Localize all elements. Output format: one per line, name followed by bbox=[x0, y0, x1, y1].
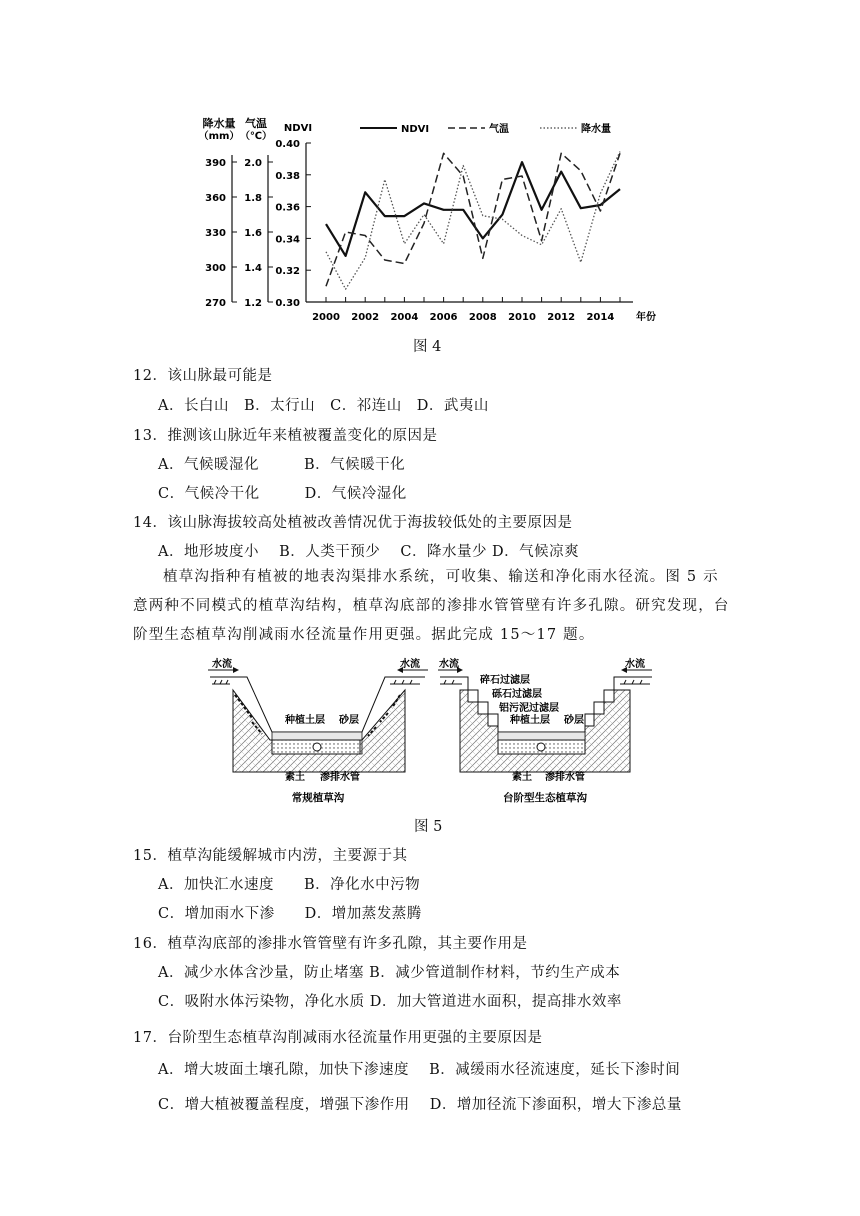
temp-tick-label: 1.6 bbox=[244, 228, 262, 239]
q13-options-2: C．气候冷干化 D．气候冷湿化 bbox=[158, 486, 407, 502]
x-tick-label: 2004 bbox=[390, 312, 419, 323]
ndvi-tick-label: 0.38 bbox=[275, 170, 300, 182]
q15-options-2: C．增加雨水下渗 D．增加蒸发蒸腾 bbox=[158, 906, 422, 922]
q12-stem: 12．该山脉最可能是 bbox=[133, 368, 273, 384]
q14-stem: 14．该山脉海拔较高处植被改善情况优于海拔较低处的主要原因是 bbox=[133, 515, 573, 531]
x-tick-label: 2000 bbox=[312, 312, 340, 323]
q13-stem: 13．推测该山脉近年来植被覆盖变化的原因是 bbox=[133, 428, 438, 444]
pebble-layer-label: 砾石过滤层 bbox=[492, 689, 542, 700]
temp-tick-label: 1.2 bbox=[244, 298, 262, 309]
water-flow-right-label: 水流 bbox=[625, 659, 645, 670]
drain-pipe bbox=[313, 743, 321, 751]
sand-layer-label: 砂层 bbox=[339, 715, 359, 726]
ndvi-tick-label: 0.32 bbox=[275, 266, 300, 278]
fig4-caption: 图 4 bbox=[413, 339, 442, 355]
precip-tick-label: 360 bbox=[205, 193, 226, 204]
stepped-swale bbox=[438, 657, 652, 804]
series-line-temperature bbox=[326, 153, 620, 286]
q16-options-2: C．吸附水体污染物，净化水质 D．加大管道进水面积，提高排水效率 bbox=[158, 994, 622, 1010]
water-flow-right-label: 水流 bbox=[400, 659, 420, 670]
legend-temp-label: 气温 bbox=[489, 124, 509, 135]
grass-icon bbox=[440, 680, 462, 684]
pipe-label: 渗排水管 bbox=[545, 772, 585, 783]
gravel-layer-label: 碎石过滤层 bbox=[480, 675, 530, 686]
planting-layer bbox=[272, 732, 362, 740]
series-line-precipitation bbox=[326, 152, 620, 290]
fig5-caption: 图 5 bbox=[414, 819, 443, 835]
x-tick-label: 2008 bbox=[468, 312, 497, 323]
conventional-swale bbox=[208, 657, 428, 804]
temp-tick-label: 2.0 bbox=[244, 158, 262, 169]
x-tick-label: 2002 bbox=[351, 312, 380, 323]
aluminum-sludge-layer-label: 铝污泥过滤层 bbox=[499, 703, 559, 714]
x-tick-label: 2010 bbox=[508, 312, 536, 323]
grass-icon bbox=[212, 680, 230, 684]
x-tick-label: 2012 bbox=[547, 312, 576, 323]
ndvi-tick-label: 0.34 bbox=[275, 234, 300, 246]
series-group bbox=[326, 152, 620, 290]
ndvi-tick-label: 0.40 bbox=[275, 139, 300, 150]
q17-stem: 17．台阶型生态植草沟削减雨水径流量作用更强的主要原因是 bbox=[133, 1030, 543, 1046]
temp-axis-title-1: 气温 bbox=[245, 117, 267, 130]
stepped-swale-title: 台阶型生态植草沟 bbox=[503, 792, 587, 804]
chart-legend bbox=[360, 122, 611, 135]
ndvi-tick-label: 0.30 bbox=[275, 298, 300, 309]
q17-options-2: C．增大植被覆盖程度，增强下渗作用 D．增加径流下渗面积，增大下渗总量 bbox=[158, 1097, 682, 1113]
soil-label: 素土 bbox=[285, 772, 305, 783]
sand-layer-label: 砂层 bbox=[564, 715, 584, 726]
planting-layer bbox=[498, 732, 585, 740]
q12-options: A．长白山 B．太行山 C．祁连山 D．武夷山 bbox=[158, 398, 489, 414]
x-tick-label: 2014 bbox=[586, 312, 615, 323]
fig5-diagram bbox=[0, 650, 860, 810]
temp-tick-label: 1.8 bbox=[244, 193, 262, 204]
grass-icon bbox=[620, 680, 650, 684]
x-axis-unit: 年份 bbox=[636, 312, 656, 323]
precip-tick-label: 330 bbox=[205, 228, 226, 239]
drain-pipe bbox=[537, 743, 545, 751]
precip-tick-label: 300 bbox=[205, 263, 226, 274]
q16-stem: 16．植草沟底部的渗排水管管壁有许多孔隙，其主要作用是 bbox=[133, 936, 528, 952]
grass-icon bbox=[390, 680, 420, 684]
precip-tick-label: 270 bbox=[205, 298, 226, 309]
water-flow-left-label: 水流 bbox=[212, 659, 232, 670]
water-flow-left-label: 水流 bbox=[439, 659, 459, 670]
precip-tick-label: 390 bbox=[205, 158, 226, 169]
precip-axis-title-1: 降水量 bbox=[202, 117, 236, 130]
q15-stem: 15．植草沟能缓解城市内涝，主要源于其 bbox=[133, 848, 408, 864]
soil-label: 素土 bbox=[512, 772, 532, 783]
pipe-label: 渗排水管 bbox=[320, 772, 360, 783]
legend-precip-label: 降水量 bbox=[581, 124, 611, 135]
q16-options-1: A．减少水体含沙量，防止堵塞 B．减少管道制作材料，节约生产成本 bbox=[158, 965, 621, 981]
q13-options-1: A．气候暖湿化 B．气候暖干化 bbox=[158, 457, 406, 473]
ndvi-tick-label: 0.36 bbox=[275, 202, 300, 214]
planting-layer-label: 种植土层 bbox=[510, 715, 550, 726]
temp-tick-label: 1.4 bbox=[244, 263, 262, 274]
precip-axis-title-2: （mm） bbox=[198, 131, 240, 142]
temp-axis-title-2: （℃） bbox=[239, 131, 273, 142]
q14-options: A．地形坡度小 B．人类干预少 C．降水量少 D．气候凉爽 bbox=[158, 544, 580, 560]
x-tick-label: 2006 bbox=[429, 312, 458, 323]
conventional-swale-title: 常规植草沟 bbox=[291, 792, 345, 804]
fig4-chart bbox=[0, 0, 860, 335]
q17-options-1: A．增大坡面土壤孔隙，加快下渗速度 B．减缓雨水径流速度，延长下渗时间 bbox=[158, 1062, 681, 1078]
planting-layer-label: 种植土层 bbox=[285, 715, 325, 726]
legend-ndvi-label: NDVI bbox=[401, 124, 430, 135]
q15-options-1: A．加快汇水速度 B．净化水中污物 bbox=[158, 877, 421, 893]
passage: 植草沟指种有植被的地表沟渠排水系统，可收集、输送和净化雨水径流。图 5 示意两种不同模式的植草沟结构，植草沟底部的渗排水管管壁有许多孔隙。研究发现，台阶型生态植草沟削减雨水径流量作用更强。据此完成 15～17 题。 bbox=[133, 569, 730, 643]
ndvi-axis-title: NDVI bbox=[283, 123, 313, 134]
